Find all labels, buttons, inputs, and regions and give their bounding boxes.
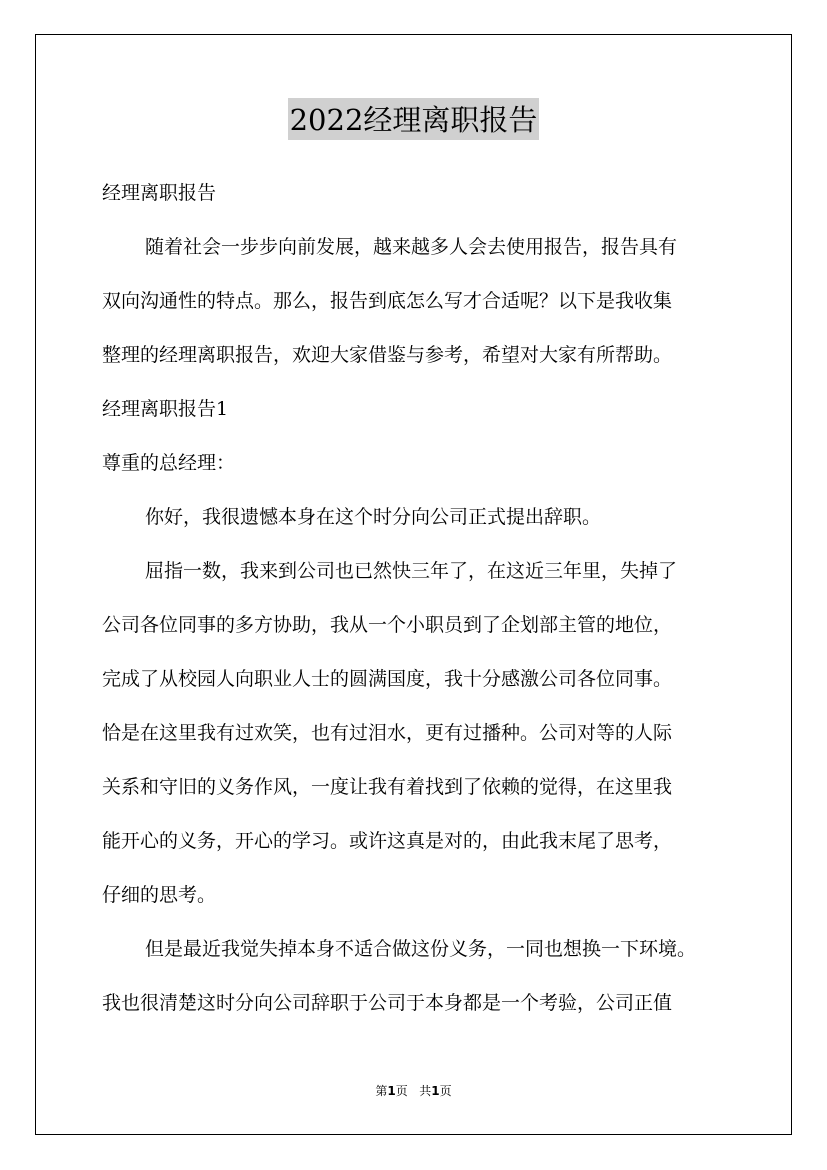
paragraph-line: 恰是在这里我有过欢笑，也有过泪水，更有过播种。公司对等的人际 <box>102 722 673 744</box>
salutation: 尊重的总经理： <box>102 452 236 474</box>
page-label-suffix: 页 <box>395 1084 408 1098</box>
page-label-prefix: 第 <box>375 1084 388 1098</box>
paragraph-line: 能开心的义务，开心的学习。或许这真是对的，由此我末尾了思考， <box>102 830 673 852</box>
title-container <box>0 98 827 140</box>
document-title: 2022经理离职报告 <box>288 98 540 140</box>
page-footer <box>0 1082 827 1099</box>
total-label-prefix: 共 <box>419 1084 432 1098</box>
paragraph-line: 双向沟通性的特点。那么，报告到底怎么写才合适呢？以下是我收集 <box>102 290 673 312</box>
paragraph-line: 仔细的思考。 <box>102 884 217 906</box>
paragraph-line: 公司各位同事的多方协助，我从一个小职员到了企划部主管的地位， <box>102 614 673 636</box>
page-number: 1 <box>387 1084 396 1098</box>
paragraph-line: 你好，我很遗憾本身在这个时分向公司正式提出辞职。 <box>145 506 602 528</box>
total-pages: 1 <box>431 1084 440 1098</box>
paragraph-line: 随着社会一步步向前发展，越来越多人会去使用报告，报告具有 <box>145 236 678 258</box>
paragraph-line: 整理的经理离职报告，欢迎大家借鉴与参考，希望对大家有所帮助。 <box>102 344 673 366</box>
paragraph-line: 关系和守旧的义务作风，一度让我有着找到了依赖的觉得，在这里我 <box>102 776 673 798</box>
paragraph-line: 完成了从校园人向职业人士的圆满国度，我十分感激公司各位同事。 <box>102 668 673 690</box>
paragraph-line: 我也很清楚这时分向公司辞职于公司于本身都是一个考验，公司正值 <box>102 992 673 1014</box>
paragraph-line: 但是最近我觉失掉本身不适合做这份义务，一同也想换一下环境。 <box>145 938 697 960</box>
section-heading: 经理离职报告1 <box>102 398 229 420</box>
subtitle-line: 经理离职报告 <box>102 182 217 204</box>
paragraph-line: 屈指一数，我来到公司也已然快三年了，在这近三年里，失掉了 <box>145 560 678 582</box>
total-label-suffix: 页 <box>439 1084 452 1098</box>
